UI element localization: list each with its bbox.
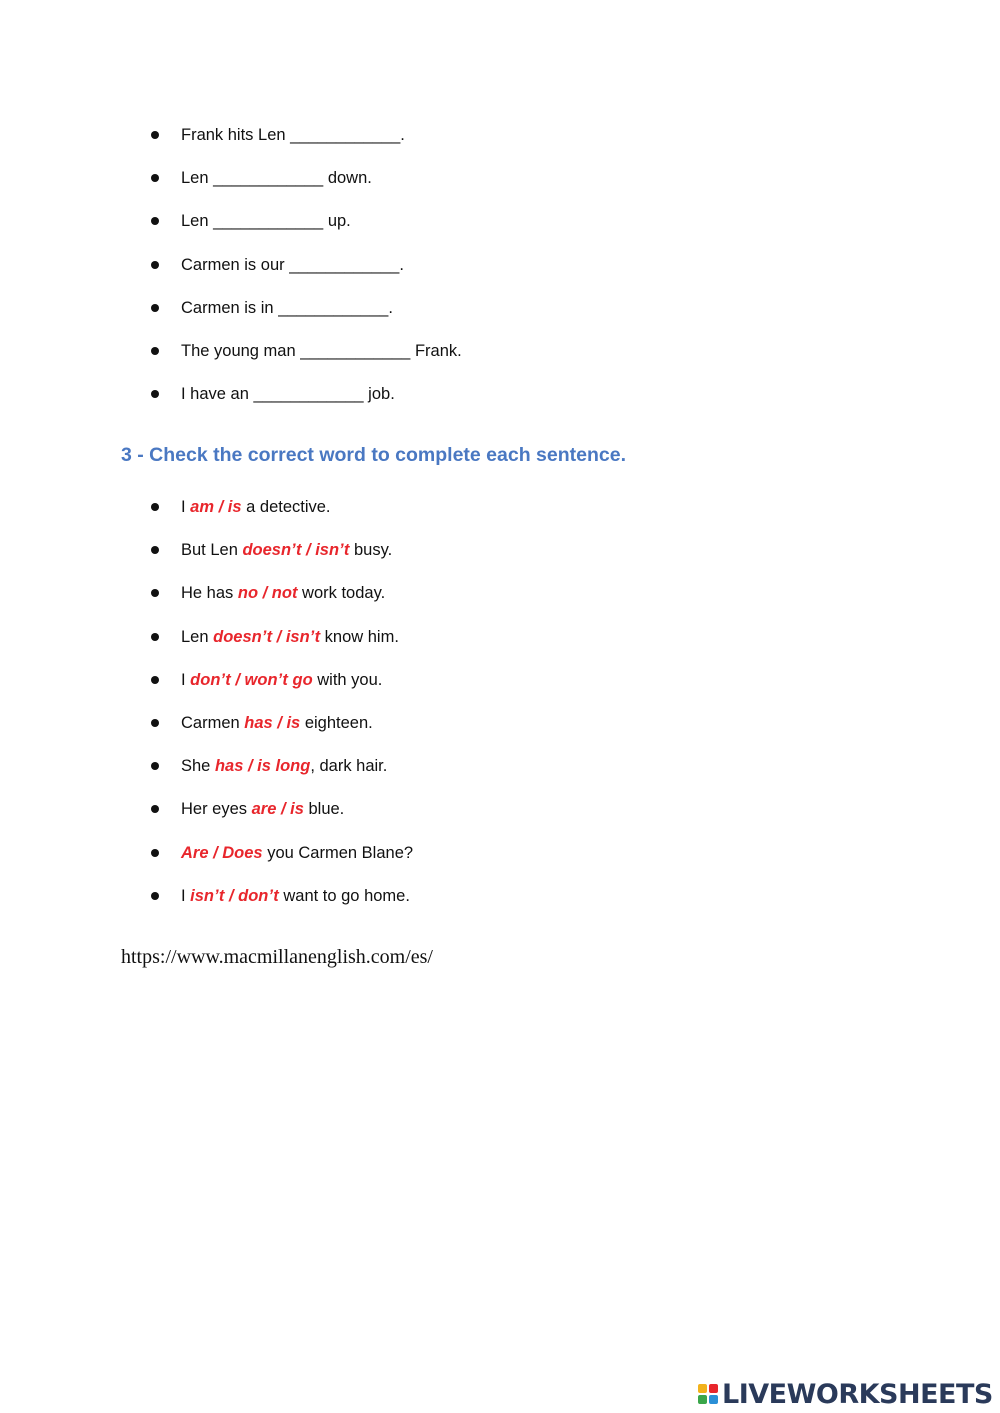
logo-tiles-icon [698,1384,718,1404]
bullet-icon [151,589,159,597]
bullet-icon [151,217,159,225]
logo-tile [698,1384,707,1393]
bullet-icon [151,503,159,511]
choice-option[interactable]: has / is [244,713,301,732]
bullet-icon [151,849,159,857]
sentence-text: I have an ____________ job. [181,385,395,404]
list-item [0,838,413,881]
choice-option[interactable]: doesn’t / isn’t [242,541,350,560]
list-item [0,794,413,837]
sentence-after: work today. [297,584,386,603]
fill-in-list [0,120,462,422]
bullet-icon [151,762,159,770]
list-item [0,492,413,535]
sentence-after: know him. [320,627,399,646]
sentence-text: Carmen is our ____________. [181,255,404,274]
liveworksheets-logo [698,1378,993,1410]
sentence-before: I [181,886,191,905]
bullet-icon [151,347,159,355]
bullet-icon [151,390,159,398]
choice-option[interactable]: am / is [190,498,242,516]
sentence-after: blue. [303,800,345,819]
list-item [0,881,413,924]
logo-tile [709,1384,718,1393]
list-item [0,293,462,336]
bullet-icon [151,805,159,813]
sentence-before: She [181,757,215,776]
bullet-icon [151,676,159,684]
list-item [0,708,413,751]
choice-list [0,492,413,924]
list-item [0,163,462,206]
bullet-icon [151,131,159,139]
sentence-before: But Len [181,541,243,560]
sentence-after: with you. [312,670,383,689]
sentence-after: busy. [349,541,393,560]
list-item [0,622,413,665]
sentence-text: The young man ____________ Frank. [181,341,462,360]
choice-option[interactable]: no / not [237,584,298,603]
sentence-before: He has [181,584,238,603]
logo-tile [709,1395,718,1404]
list-item [0,206,462,249]
section-heading: 3 - Check the correct word to complete each sentence. [121,444,626,466]
choice-option[interactable]: Are / Does [181,843,263,862]
sentence-text: Carmen is in ____________. [181,298,393,317]
choice-option[interactable]: don’t / won’t go [190,670,313,689]
bullet-icon [151,633,159,641]
sentence-after: eighteen. [300,713,373,732]
sentence-before: Carmen [181,713,245,732]
choice-option[interactable]: has / is long [214,757,311,776]
sentence-after: a detective. [241,498,331,516]
bullet-icon [151,719,159,727]
sentence-text: Len ____________ up. [181,212,351,231]
list-item [0,250,462,293]
choice-option[interactable]: doesn’t / isn’t [213,627,321,646]
sentence-after: , dark hair. [310,757,388,776]
list-item [0,336,462,379]
choice-option[interactable]: are / is [251,800,304,819]
sentence-after: you Carmen Blane? [262,843,414,862]
list-item [0,120,462,163]
list-item [0,751,413,794]
bullet-icon [151,546,159,554]
sentence-text: Len ____________ down. [181,169,372,188]
sentence-before: I [181,670,191,689]
bullet-icon [151,261,159,269]
sentence-text: Frank hits Len ____________. [181,126,405,144]
sentence-after: want to go home. [278,886,410,905]
list-item [0,535,413,578]
bullet-icon [151,892,159,900]
list-item [0,578,413,621]
sentence-before: I [181,498,191,516]
choice-option[interactable]: isn’t / don’t [190,886,279,905]
bullet-icon [151,304,159,312]
list-item [0,379,462,422]
logo-text: LIVEWORKSHEETS [722,1378,993,1410]
logo-tile [698,1395,707,1404]
sentence-before: Len [181,627,214,646]
source-url: https://www.macmillanenglish.com/es/ [121,946,433,968]
bullet-icon [151,174,159,182]
list-item [0,665,413,708]
sentence-before: Her eyes [181,800,252,819]
